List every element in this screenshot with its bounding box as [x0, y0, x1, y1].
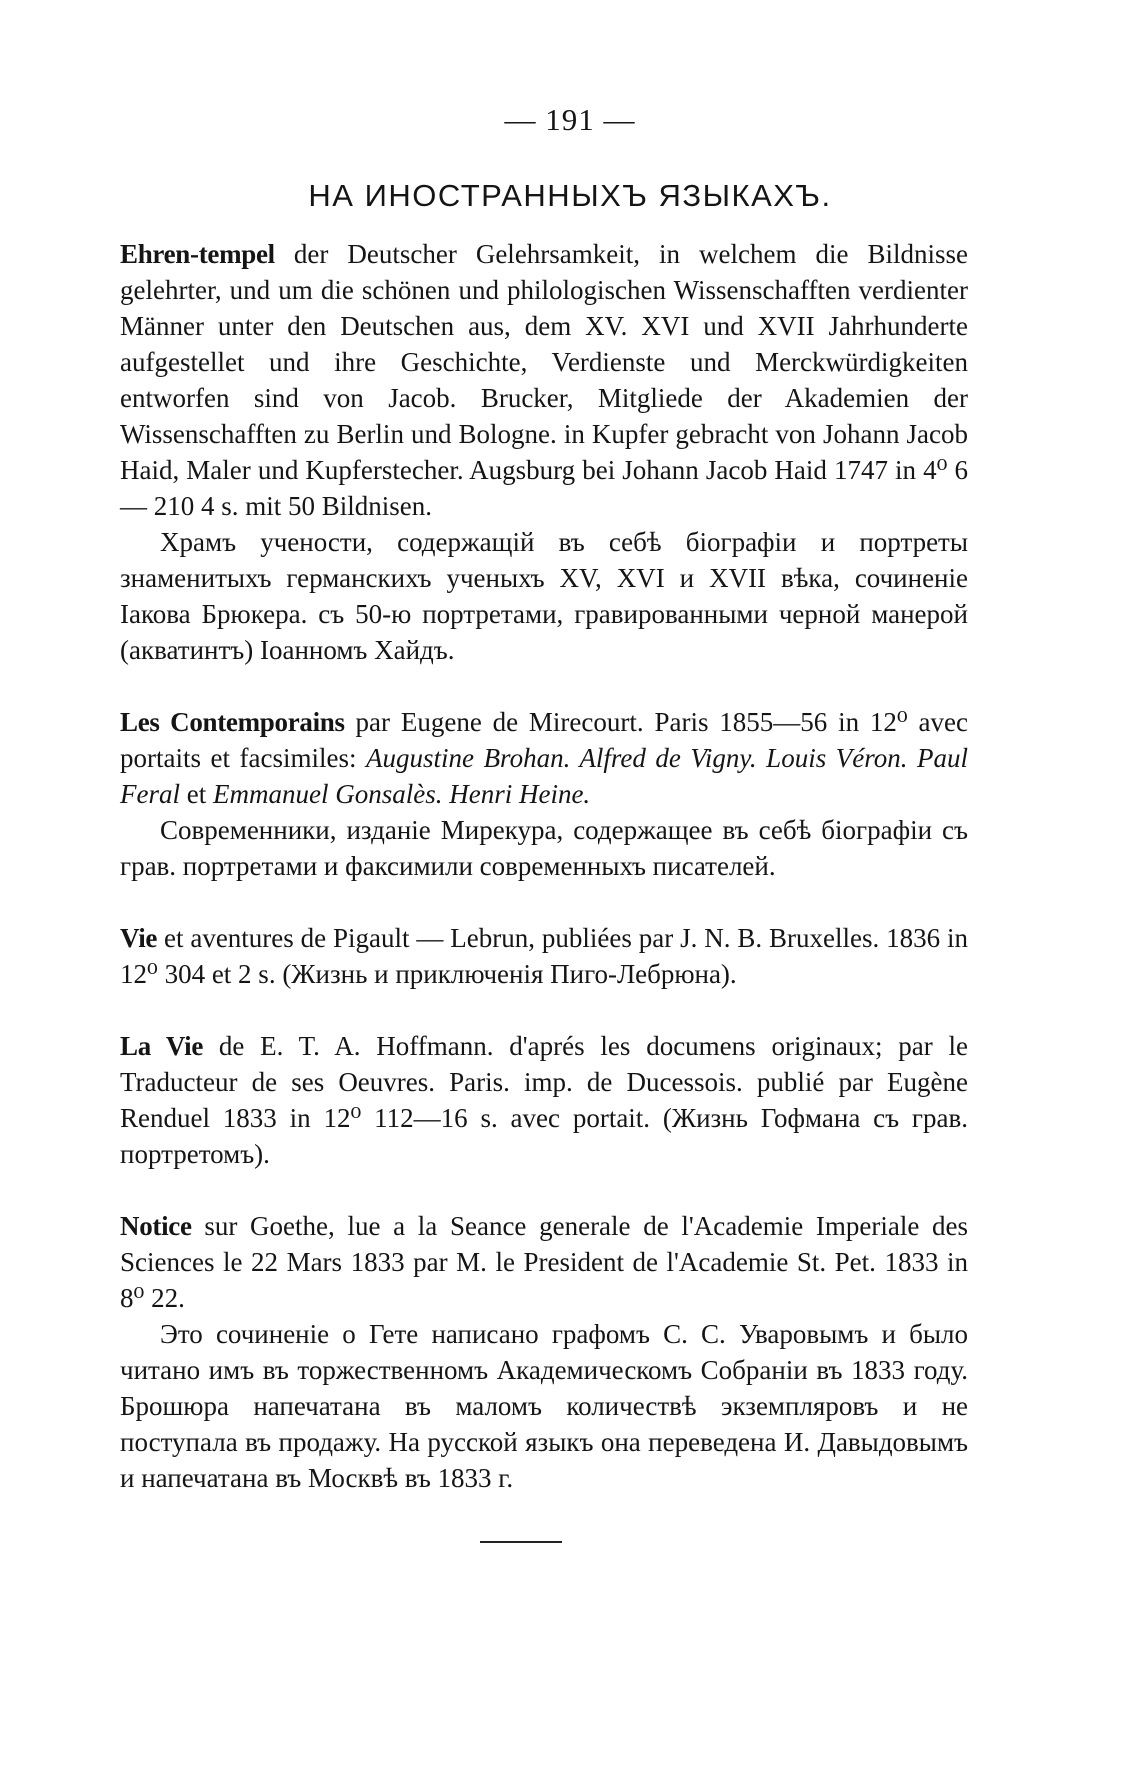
entry-text: et [180, 779, 213, 809]
end-rule [480, 1541, 562, 1543]
page-body [120, 236, 968, 1496]
entry-lead: Les Contemporains [120, 707, 345, 737]
entry-italic-names: Emmanuel Gonsalès. Henri Heine. [213, 779, 591, 809]
entry-italic-names: Augustine Brohan. Alfred de Vigny. Louis Véron. Paul Feral [120, 743, 968, 809]
entry-ehren-tempel [120, 236, 968, 524]
entry-lead: Vie [120, 923, 158, 953]
entry-la-vie-hoffmann [120, 1028, 968, 1172]
entry-text: par Eugene de Mirecourt. Paris 1855—56 in 12⁰ avec portaits et facsimiles: [120, 707, 968, 773]
entry-text: et aventures de Pigault — Lebrun, publiées par J. N. B. Bruxelles. 1836 in 12⁰ 304 et 2 s. (Жизнь и приключенія Пиго-Лебрюна). [120, 923, 968, 989]
entry-text: sur Goethe, lue a la Seance generale de l'Academie Imperiale des Sciences le 22 Mars 1833 par M. le President de l'Academie St. Pet. 1833 in 8⁰ 22. [120, 1211, 968, 1313]
entry-lead: Ehren-tempel [120, 239, 275, 269]
entry-notice-goethe [120, 1208, 968, 1316]
page-number: — 191 — [504, 102, 636, 137]
entry-lead: La Vie [120, 1031, 204, 1061]
entry-translation: Современники, изданіе Мирекура, содержащее въ себѣ біографіи съ грав. портретами и факсимили современныхъ писателей. [120, 815, 968, 881]
entry-text: de E. T. A. Hoffmann. d'aprés les documens originaux; par le Traducteur de ses Oeuvres. Paris. imp. de Ducessois. publié par Eugène Renduel 1833 in 12⁰ 112—16 s. avec portait. (Жизнь Гофмана съ грав. портретомъ). [120, 1031, 969, 1169]
entry-translation: Это сочиненіе о Гете написано графомъ С. С. Уваровымъ и было читано имъ въ торжественномъ Академическомъ Собраніи въ 1833 году. Брошюра напечатана въ маломъ количествѣ экземпляровъ и не поступала въ продажу. На русской языкъ она переведена И. Давыдовымъ и напечатана въ Москвѣ въ 1833 г. [120, 1319, 968, 1493]
entry-lead: Notice [120, 1211, 192, 1241]
section-title: НА ИНОСТРАННЫХЪ ЯЗЫКАХЪ. [308, 178, 832, 213]
entry-vie-et-aventures [120, 920, 968, 992]
entry-text: der Deutscher Gelehrsamkeit, in welchem die Bildnisse gelehrter, und um die schönen und philologischen Wissenschafften verdienter Männer unter den Deutschen aus, dem XV. XVI und XVII Jahrhunderte aufgestellet und ihre Geschichte, Verdienste und Merckwürdigkeiten entworfen sind von Jacob. Brucker, Mitgliede der Akademien der Wissenschafften zu Berlin und Bologne. in Kupfer gebracht von Johann Jacob Haid, Maler und Kupferstecher. Augsburg bei Johann Jacob Haid 1747 in 4⁰ 6 — 210 4 s. mit 50 Bildnisen. [120, 239, 968, 521]
entry-translation: Храмъ учености, содержащій въ себѣ біографіи и портреты знаменитыхъ германскихъ ученыхъ XV, XVI и XVII вѣка, сочиненіе Іакова Брюкера. съ 50-ю портретами, гравированными черной манерой (акватинтъ) Іоанномъ Хайдъ. [120, 527, 968, 665]
entry-les-contemporains [120, 704, 968, 812]
